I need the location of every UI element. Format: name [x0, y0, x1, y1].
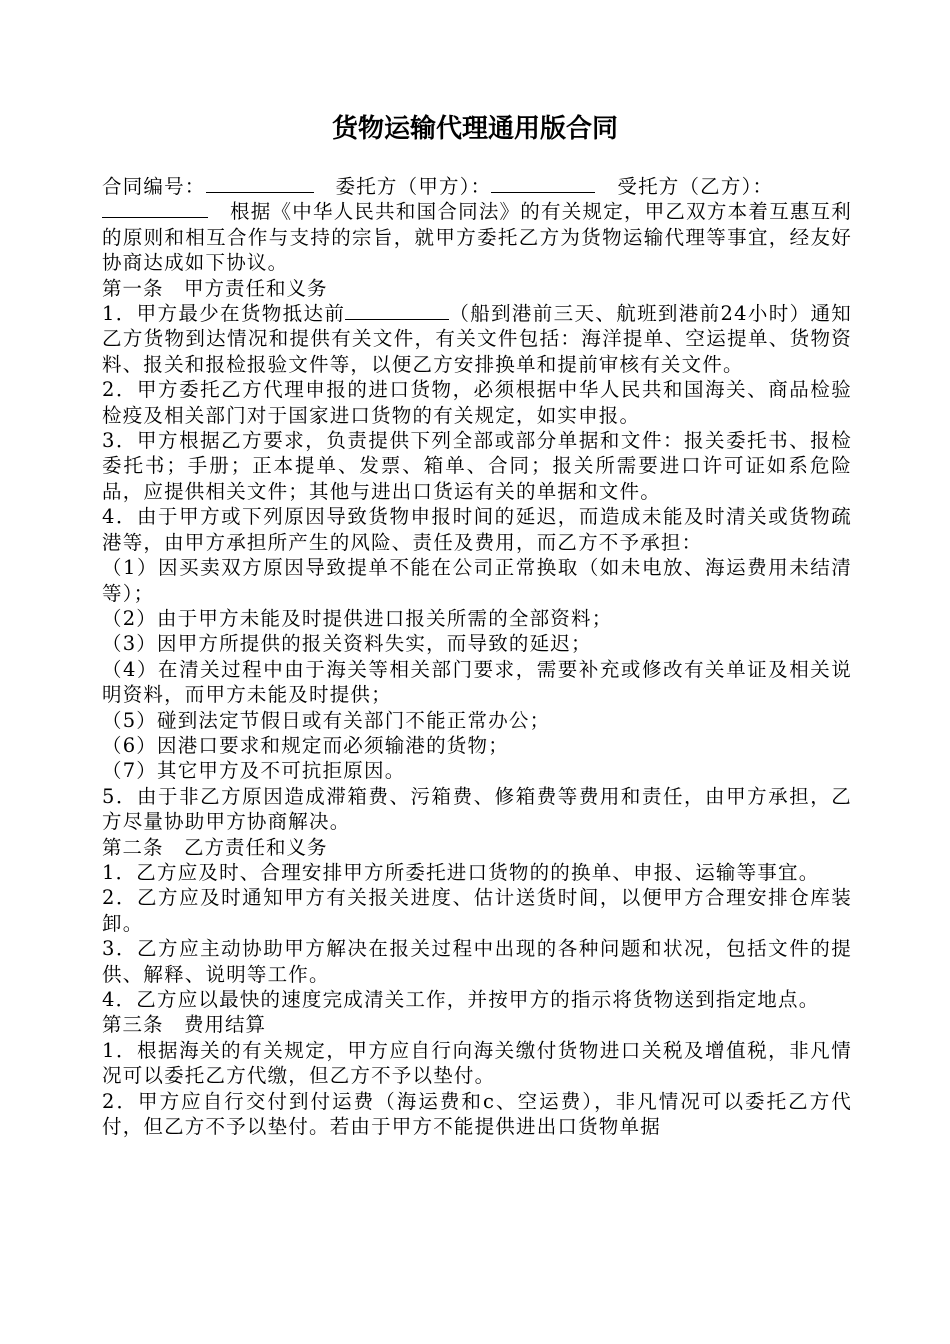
article-1-title: 第一条 甲方责任和义务 — [102, 276, 328, 300]
list-item: （4）在清关过程中由于海关等相关部门要求，需要补充或修改有关单证及相关说明资料，而甲方未能及时提供； — [102, 657, 852, 707]
document-title: 货物运输代理通用版合同 — [331, 114, 618, 144]
clause-text: （船到港前三天、航班到港前24小时）通知乙方货物到达情况和提供有关文件，有关文件包括：海洋提单、空运提单、货物资料、报关和报检报验文件等，以便乙方安排换单和提前审核有关文件。 — [102, 302, 852, 376]
contract-number-label: 合同编号： — [102, 175, 206, 198]
party-b-label: 受托方（乙方）： — [617, 175, 774, 198]
article-3-clause-1: 1．根据海关的有关规定，甲方应自行向海关缴付货物进口关税及增值税，非凡情况可以委托乙方代缴，但乙方不予以垫付。 — [102, 1038, 852, 1088]
list-item: （1）因买卖双方原因导致提单不能在公司正常换取（如未电放、海运费用未结清等）； — [102, 556, 852, 605]
article-2-clause-2: 2．乙方应及时通知甲方有关报关进度、估计送货时间，以便甲方合理安排仓库装卸。 — [102, 886, 852, 935]
article-2-title: 第二条 乙方责任和义务 — [102, 835, 328, 859]
clause-text: 1．甲方最少在货物抵达前 — [102, 302, 346, 326]
days-blank — [345, 301, 449, 320]
article-1-clause-4: 4．由于甲方或下列原因导致货物申报时间的延迟，而造成未能及时清关或货物疏港等，由甲方承担所产生的风险、责任及费用，而乙方不予承担： — [102, 505, 852, 554]
party-b-blank — [102, 199, 208, 218]
contract-number-blank — [206, 174, 314, 193]
party-a-label: 委托方（甲方）： — [335, 175, 492, 198]
article-2-clause-3: 3．乙方应主动协助甲方解决在报关过程中出现的各种问题和状况，包括文件的提供、解释、说明等工作。 — [102, 937, 852, 986]
list-item: （2）由于甲方未能及时提供进口报关所需的全部资料； — [102, 606, 613, 630]
list-item: （6）因港口要求和规定而必须输港的货物； — [102, 733, 509, 757]
document-body — [102, 174, 852, 1139]
article-3-clause-2: 2．甲方应自行交付到付运费（海运费和c、空运费），非凡情况可以委托乙方代付，但乙方不予以垫付。若由于甲方不能提供进出口货物单据 — [102, 1089, 852, 1139]
list-item: （7）其它甲方及不可抗拒原因。 — [102, 759, 406, 783]
article-1-clause-1 — [102, 301, 852, 377]
article-2-clause-4: 4．乙方应以最快的速度完成清关工作，并按甲方的指示将货物送到指定地点。 — [102, 988, 820, 1011]
article-2-clause-1: 1．乙方应及时、合理安排甲方所委托进口货物的的换单、申报、运输等事宜。 — [102, 860, 820, 884]
article-3-title: 第三条 费用结算 — [102, 1013, 267, 1037]
list-item: （5）碰到法定节假日或有关部门不能正常办公； — [102, 708, 551, 732]
contract-header — [102, 174, 852, 276]
article-1-clause-2: 2．甲方委托乙方代理申报的进口货物，必须根据中华人民共和国海关、商品检验检疫及相关部门对于国家进口货物的有关规定，如实申报。 — [102, 378, 852, 427]
article-1-clause-5: 5．由于非乙方原因造成滞箱费、污箱费、修箱费等费用和责任，由甲方承担，乙方尽量协助甲方协商解决。 — [102, 784, 852, 834]
party-a-blank — [491, 174, 595, 193]
list-item: （3）因甲方所提供的报关资料失实，而导致的延迟； — [102, 632, 592, 656]
intro-text: 根据《中华人民共和国合同法》的有关规定，甲乙双方本着互惠互利的原则和相互合作与支持的宗旨，就甲方委托乙方为货物运输代理等事宜，经友好协商达成如下协议。 — [102, 200, 852, 275]
article-1-clause-3: 3．甲方根据乙方要求，负责提供下列全部或部分单据和文件：报关委托书、报检委托书；手册；正本提单、发票、箱单、合同；报关所需要进口许可证如系危险品，应提供相关文件；其他与进出口货运有关的单据和文件。 — [102, 429, 852, 503]
